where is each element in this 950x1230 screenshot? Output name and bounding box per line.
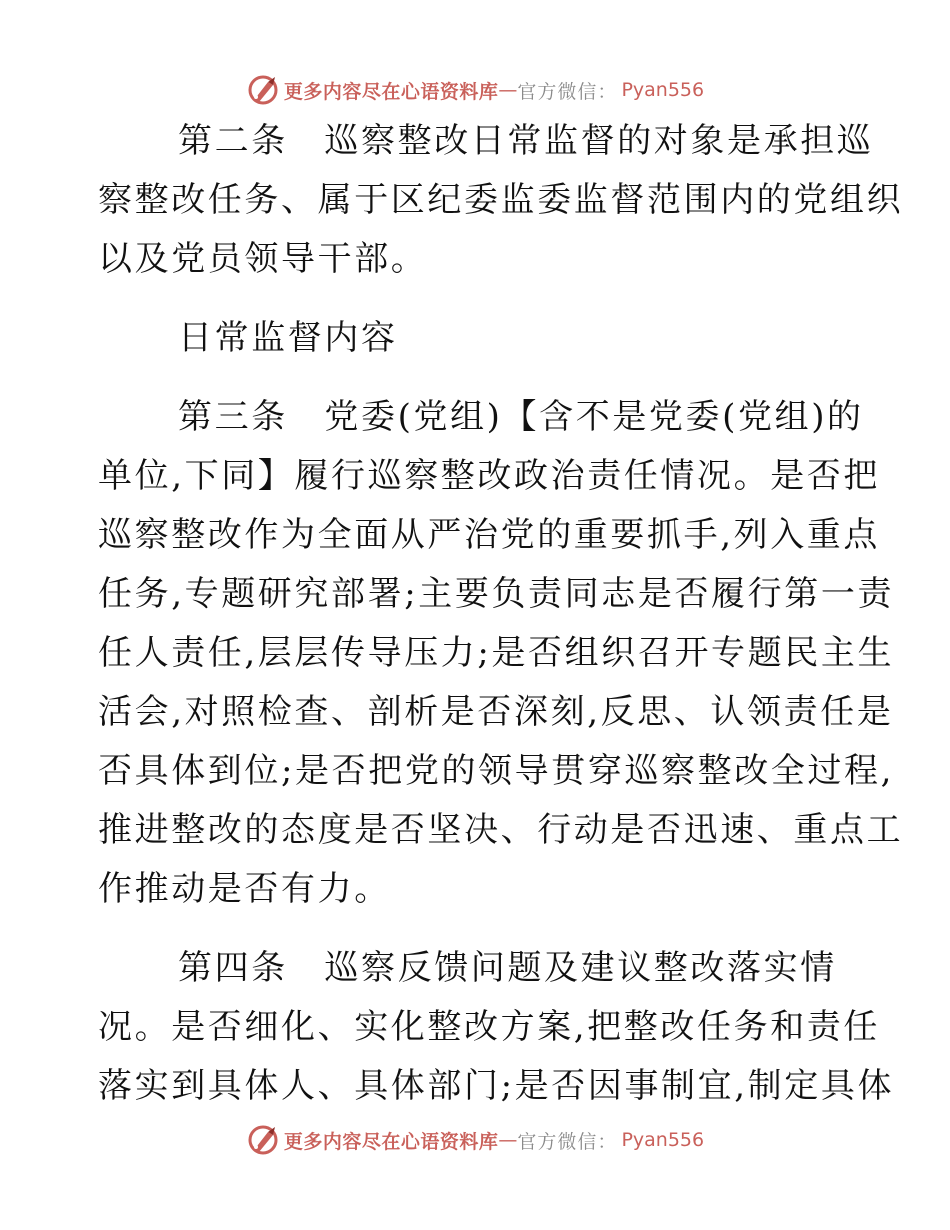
watermark-separator: — — [498, 79, 518, 101]
watermark-wechat-label: 官方微信： — [517, 1130, 618, 1153]
paragraph-line: 任人责任,层层传导压力;是否组织召开专题民主生 — [98, 633, 895, 673]
paragraph-line: 否具体到位;是否把党的领导贯穿巡察整改全过程, — [98, 751, 895, 791]
paragraph-line: 推进整改的态度是否坚决、行动是否迅速、重点工 — [98, 810, 904, 850]
paragraph-line: 察整改任务、属于区纪委监委监督范围内的党组织 — [98, 180, 904, 220]
paragraph-line: 况。是否细化、实化整改方案,把整改任务和责任 — [98, 1007, 881, 1047]
quill-pen-icon — [246, 1123, 280, 1157]
watermark-account: Pyan556 — [621, 1129, 705, 1151]
watermark-header — [0, 70, 950, 110]
paragraph-line: 巡察整改作为全面从严治党的重要抓手,列入重点 — [98, 515, 881, 555]
section-heading: 日常监督内容 — [178, 318, 398, 358]
paragraph-line: 落实到具体人、具体部门;是否因事制宜,制定具体 — [98, 1066, 895, 1106]
document-body — [98, 112, 904, 1116]
paragraph-line: 活会,对照检查、剖析是否深刻,反思、认领责任是 — [98, 692, 894, 732]
watermark-brand-text: 更多内容尽在心语资料库 — [283, 80, 499, 103]
paragraph-line: 第四条 巡察反馈问题及建议整改落实情 — [178, 948, 837, 988]
watermark-account: Pyan556 — [621, 79, 705, 101]
paragraph-line: 以及党员领导干部。 — [98, 239, 428, 279]
watermark-wechat-label: 官方微信： — [517, 80, 618, 103]
paragraph-line: 任务,专题研究部署;主要负责同志是否履行第一责 — [98, 574, 895, 614]
quill-pen-icon — [246, 73, 280, 107]
watermark-brand-text: 更多内容尽在心语资料库 — [283, 1130, 499, 1153]
paragraph-line: 第三条 党委(党组)【含不是党委(党组)的 — [178, 397, 864, 437]
watermark-separator: — — [498, 1129, 518, 1151]
watermark-footer — [0, 1120, 950, 1160]
paragraph-line: 单位,下同】履行巡察整改政治责任情况。是否把 — [98, 456, 881, 496]
paragraph-line: 第二条 巡察整改日常监督的对象是承担巡 — [178, 121, 874, 161]
paragraph-line: 作推动是否有力。 — [98, 869, 391, 909]
